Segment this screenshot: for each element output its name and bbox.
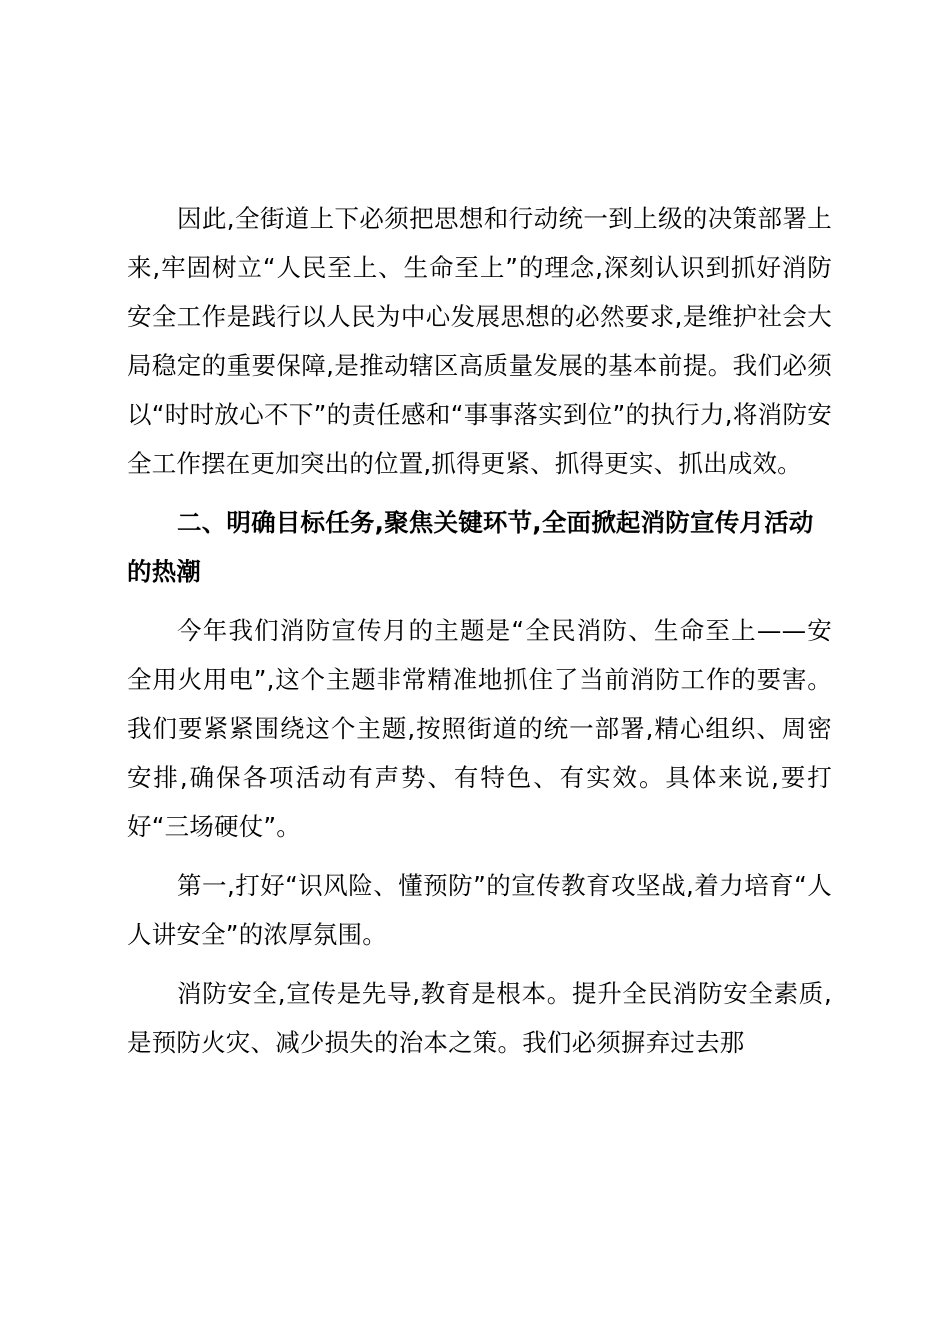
paragraph-first-task: 第一,打好“识风险、懂预防”的宣传教育攻坚战,着力培育“人人讲安全”的浓厚氛围。 xyxy=(127,871,832,949)
section-heading-2: 二、明确目标任务,聚焦关键环节,全面掀起消防宣传月活动的热潮 xyxy=(127,508,814,586)
paragraph-responsibility: 因此,全街道上下必须把思想和行动统一到上级的决策部署上来,牢固树立“人民至上、生命至上”的理念,深刻认识到抓好消防安全工作是践行以人民为中心发展思想的必然要求,是维护社会大局稳定的重要保障,是推动辖区高质量发展的基本前提。我们必须以“时时放心不下”的责任感和“事事落实到位”的执行力,将消防安全工作摆在更加突出的位置,抓得更紧、抓得更实、抓出成效。 xyxy=(127,204,832,478)
paragraph-publicity: 消防安全,宣传是先导,教育是根本。提升全民消防安全素质,是预防火灾、减少损失的治本之策。我们必须摒弃过去那 xyxy=(127,979,832,1057)
paragraph-theme: 今年我们消防宣传月的主题是“全民消防、生命至上——安全用火用电”,这个主题非常精准地抓住了当前消防工作的要害。我们要紧紧围绕这个主题,按照街道的统一部署,精心组织、周密安排,确保各项活动有声势、有特色、有实效。具体来说,要打好“三场硬仗”。 xyxy=(127,616,832,841)
document-body xyxy=(127,194,832,1077)
